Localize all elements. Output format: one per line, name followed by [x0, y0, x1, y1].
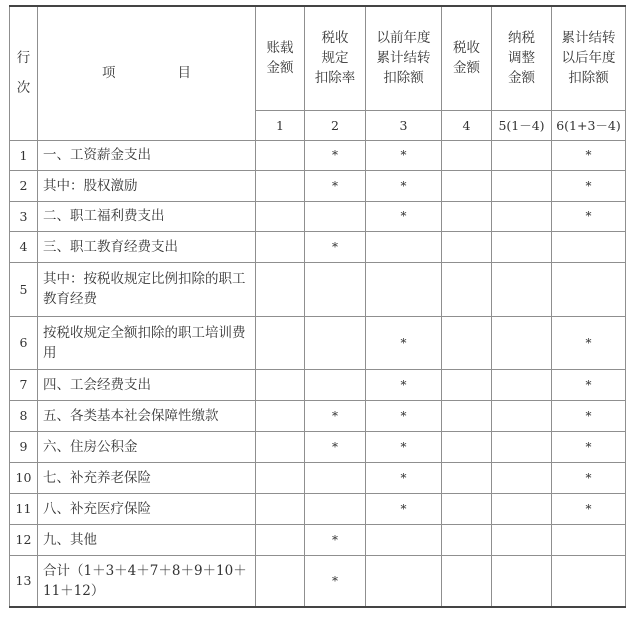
cell-col-6 [552, 524, 626, 555]
cell-col-6: * [552, 201, 626, 231]
row-number: 8 [10, 400, 38, 431]
cell-col-2 [305, 462, 366, 493]
cell-col-4 [442, 524, 492, 555]
cell-col-6: * [552, 400, 626, 431]
table-row [10, 462, 626, 493]
header-row-number [10, 6, 38, 140]
cell-col-5 [492, 201, 552, 231]
cell-col-5 [492, 231, 552, 262]
header-col-1: 账载 金额 [256, 6, 305, 110]
cell-col-5 [492, 316, 552, 369]
row-item: 五、各类基本社会保障性缴款 [38, 400, 256, 431]
col-number-3: 3 [366, 110, 442, 140]
cell-col-4 [442, 493, 492, 524]
cell-col-5 [492, 262, 552, 316]
cell-col-4 [442, 170, 492, 201]
cell-col-2 [305, 316, 366, 369]
row-number: 2 [10, 170, 38, 201]
cell-col-3 [366, 231, 442, 262]
cell-col-2: * [305, 431, 366, 462]
deduction-table [9, 5, 626, 608]
cell-col-2: * [305, 555, 366, 607]
cell-col-1 [256, 316, 305, 369]
row-item: 一、工资薪金支出 [38, 140, 256, 170]
cell-col-5 [492, 170, 552, 201]
header-col-4: 税收 金额 [442, 6, 492, 110]
row-item: 六、住房公积金 [38, 431, 256, 462]
cell-col-1 [256, 262, 305, 316]
cell-col-3 [366, 524, 442, 555]
cell-col-1 [256, 524, 305, 555]
col-number-4: 4 [442, 110, 492, 140]
table-row [10, 231, 626, 262]
cell-col-1 [256, 555, 305, 607]
row-number: 9 [10, 431, 38, 462]
cell-col-6: * [552, 140, 626, 170]
row-item: 四、工会经费支出 [38, 369, 256, 400]
table-row [10, 555, 626, 607]
cell-col-2 [305, 369, 366, 400]
header-text: 目 [177, 65, 191, 82]
cell-col-3: * [366, 170, 442, 201]
cell-col-4 [442, 262, 492, 316]
cell-col-3 [366, 555, 442, 607]
cell-col-1 [256, 201, 305, 231]
header-col-6: 累计结转 以后年度 扣除额 [552, 6, 626, 110]
header-item [38, 6, 256, 140]
header-col-2: 税收 规定 扣除率 [305, 6, 366, 110]
cell-col-4 [442, 316, 492, 369]
cell-col-6 [552, 262, 626, 316]
cell-col-1 [256, 170, 305, 201]
cell-col-2: * [305, 231, 366, 262]
row-number: 12 [10, 524, 38, 555]
cell-col-6 [552, 555, 626, 607]
header-col-3: 以前年度 累计结转 扣除额 [366, 6, 442, 110]
cell-col-6: * [552, 369, 626, 400]
cell-col-6: * [552, 316, 626, 369]
header-col-5: 纳税 调整 金额 [492, 6, 552, 110]
cell-col-6: * [552, 431, 626, 462]
cell-col-3 [366, 262, 442, 316]
table-row [10, 140, 626, 170]
cell-col-1 [256, 140, 305, 170]
row-item: 按税收规定全额扣除的职工培训费用 [38, 316, 256, 369]
cell-col-3: * [366, 493, 442, 524]
col-number-5: 5(1－4) [492, 110, 552, 140]
table-row [10, 316, 626, 369]
cell-col-1 [256, 431, 305, 462]
cell-col-2 [305, 262, 366, 316]
table-row [10, 369, 626, 400]
cell-col-5 [492, 369, 552, 400]
row-number: 7 [10, 369, 38, 400]
cell-col-3: * [366, 431, 442, 462]
cell-col-6: * [552, 462, 626, 493]
cell-col-5 [492, 140, 552, 170]
cell-col-2: * [305, 140, 366, 170]
cell-col-5 [492, 555, 552, 607]
cell-col-5 [492, 462, 552, 493]
cell-col-3: * [366, 462, 442, 493]
col-number-2: 2 [305, 110, 366, 140]
cell-col-3: * [366, 140, 442, 170]
row-item: 七、补充养老保险 [38, 462, 256, 493]
cell-col-5 [492, 400, 552, 431]
cell-col-4 [442, 231, 492, 262]
cell-col-1 [256, 462, 305, 493]
cell-col-4 [442, 369, 492, 400]
row-number: 13 [10, 555, 38, 607]
row-item: 三、职工教育经费支出 [38, 231, 256, 262]
row-item: 九、其他 [38, 524, 256, 555]
header-text: 行 [16, 50, 31, 67]
table-row [10, 170, 626, 201]
table-row [10, 524, 626, 555]
cell-col-4 [442, 201, 492, 231]
table-row [10, 262, 626, 316]
cell-col-1 [256, 369, 305, 400]
header-text: 项 [102, 65, 116, 82]
cell-col-5 [492, 493, 552, 524]
cell-col-3: * [366, 400, 442, 431]
cell-col-1 [256, 400, 305, 431]
row-number: 11 [10, 493, 38, 524]
row-number: 4 [10, 231, 38, 262]
row-number: 5 [10, 262, 38, 316]
table-row [10, 431, 626, 462]
cell-col-4 [442, 462, 492, 493]
row-number: 3 [10, 201, 38, 231]
cell-col-1 [256, 231, 305, 262]
cell-col-4 [442, 555, 492, 607]
cell-col-2 [305, 201, 366, 231]
cell-col-1 [256, 493, 305, 524]
cell-col-3: * [366, 201, 442, 231]
cell-col-6: * [552, 170, 626, 201]
row-item: 合计（1＋3＋4＋7＋8＋9＋10＋11＋12） [38, 555, 256, 607]
row-item: 八、补充医疗保险 [38, 493, 256, 524]
cell-col-4 [442, 431, 492, 462]
table-row [10, 201, 626, 231]
table-row [10, 493, 626, 524]
col-number-1: 1 [256, 110, 305, 140]
cell-col-5 [492, 524, 552, 555]
row-item: 二、职工福利费支出 [38, 201, 256, 231]
cell-col-2 [305, 493, 366, 524]
cell-col-6: * [552, 493, 626, 524]
row-number: 1 [10, 140, 38, 170]
cell-col-2: * [305, 524, 366, 555]
col-number-6: 6(1+3－4) [552, 110, 626, 140]
cell-col-2: * [305, 400, 366, 431]
row-number: 10 [10, 462, 38, 493]
header-text: 次 [16, 80, 31, 97]
cell-col-4 [442, 140, 492, 170]
cell-col-6 [552, 231, 626, 262]
row-item: 其中：按税收规定比例扣除的职工教育经费 [38, 262, 256, 316]
table-row [10, 400, 626, 431]
row-item: 其中：股权激励 [38, 170, 256, 201]
cell-col-5 [492, 431, 552, 462]
cell-col-3: * [366, 316, 442, 369]
cell-col-2: * [305, 170, 366, 201]
row-number: 6 [10, 316, 38, 369]
cell-col-4 [442, 400, 492, 431]
cell-col-3: * [366, 369, 442, 400]
